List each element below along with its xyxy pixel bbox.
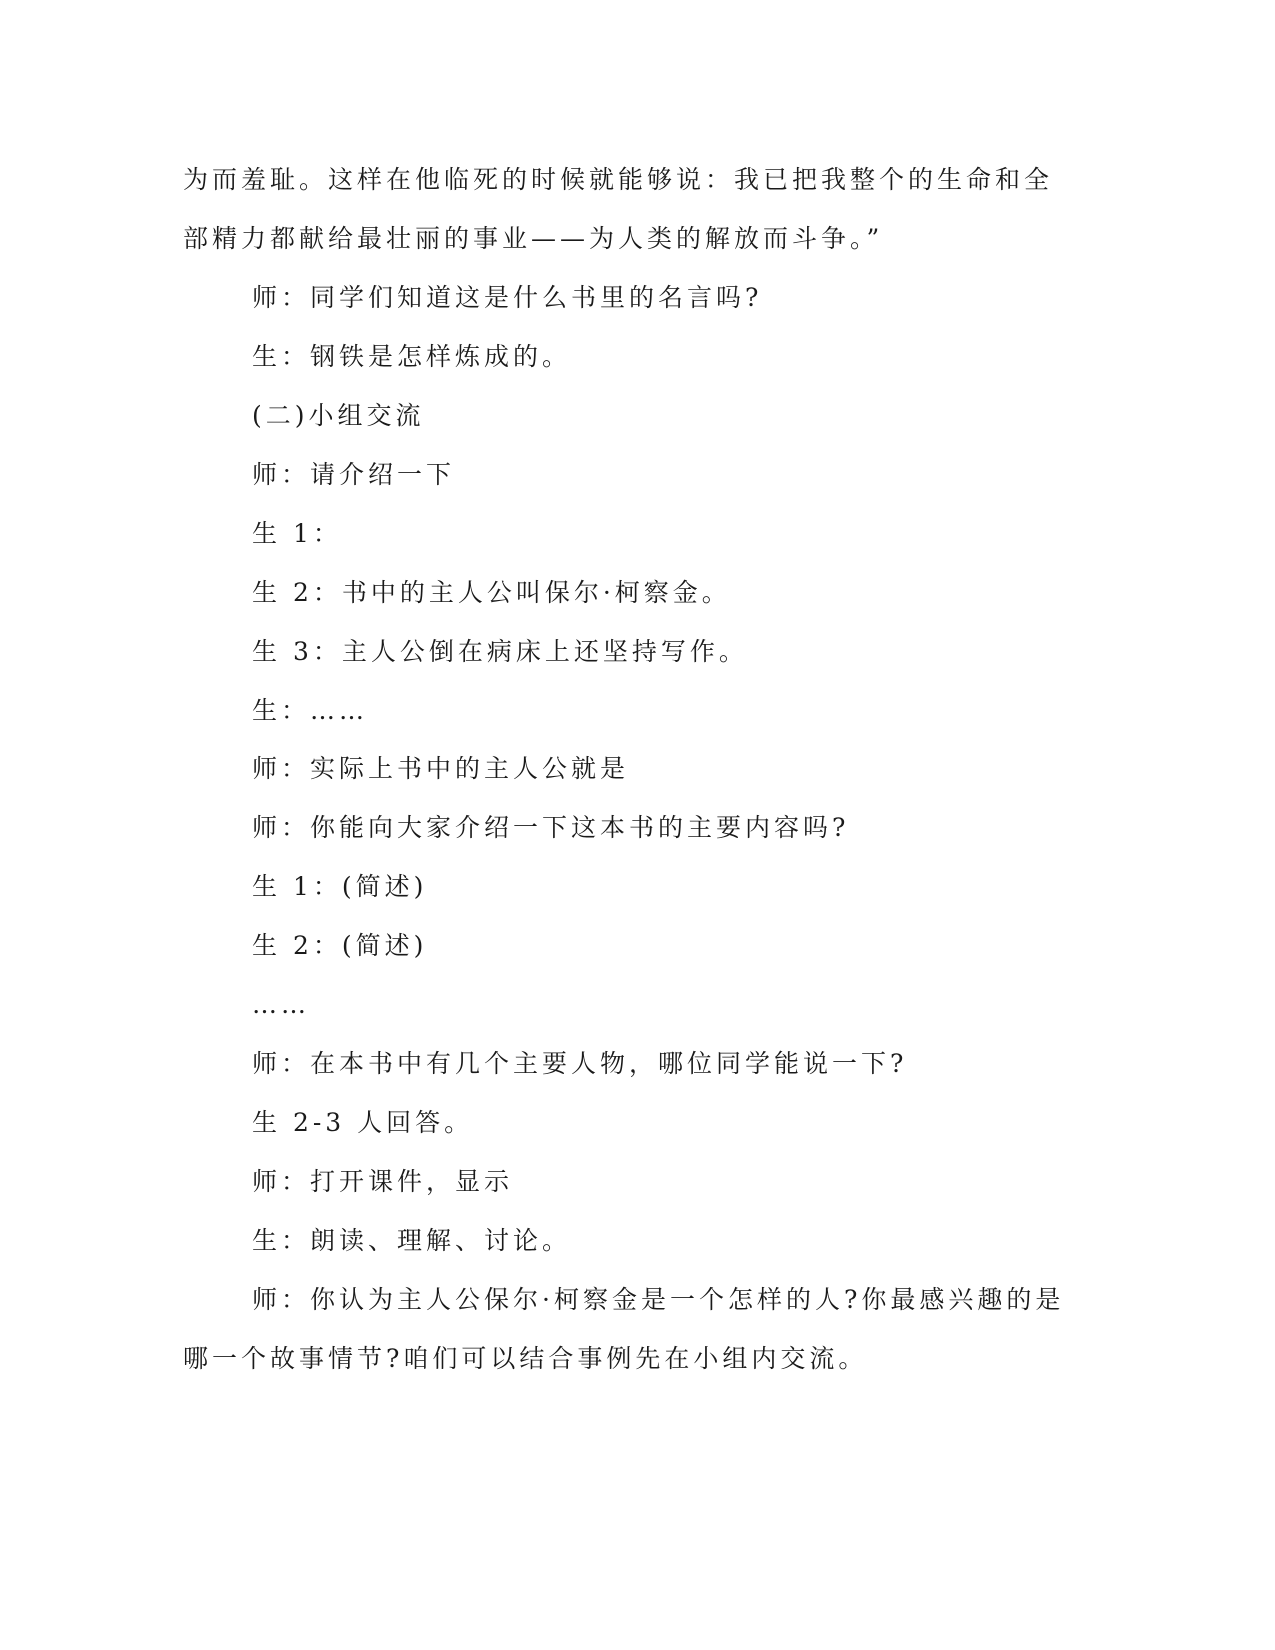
dialogue-line: 生：朗读、理解、讨论。	[252, 1226, 572, 1255]
paragraph-line: 部精力都献给最壮丽的事业——为人类的解放而斗争。”	[183, 224, 884, 253]
dialogue-line: 生 2-3 人回答。	[252, 1108, 474, 1137]
dialogue-line: 师：在本书中有几个主要人物，哪位同学能说一下?	[252, 1049, 908, 1078]
ellipsis-line: ……	[252, 990, 310, 1019]
paragraph-line: 哪一个故事情节?咱们可以结合事例先在小组内交流。	[183, 1344, 868, 1373]
dialogue-line: 生 1：	[252, 519, 342, 548]
dialogue-line: 生：钢铁是怎样炼成的。	[252, 342, 572, 371]
paragraph-line: 为而羞耻。这样在他临死的时候就能够说：我已把我整个的生命和全	[183, 165, 1054, 194]
dialogue-line: 生：……	[252, 696, 369, 725]
dialogue-line: 师：请介绍一下	[252, 460, 456, 489]
dialogue-line: 师：打开课件，显示	[252, 1167, 514, 1196]
section-heading: (二)小组交流	[252, 401, 425, 430]
dialogue-line: 师：同学们知道这是什么书里的名言吗?	[252, 283, 763, 312]
paragraph-line: 师：你认为主人公保尔·柯察金是一个怎样的人?你最感兴趣的是	[252, 1285, 1065, 1314]
dialogue-line: 生 2：书中的主人公叫保尔·柯察金。	[252, 578, 731, 607]
dialogue-line: 生 1：(简述)	[252, 872, 428, 901]
dialogue-line: 生 2：(简述)	[252, 931, 428, 960]
dialogue-line: 生 3：主人公倒在病床上还坚持写作。	[252, 637, 748, 666]
dialogue-line: 师：你能向大家介绍一下这本书的主要内容吗?	[252, 813, 850, 842]
dialogue-line: 师：实际上书中的主人公就是	[252, 754, 630, 783]
